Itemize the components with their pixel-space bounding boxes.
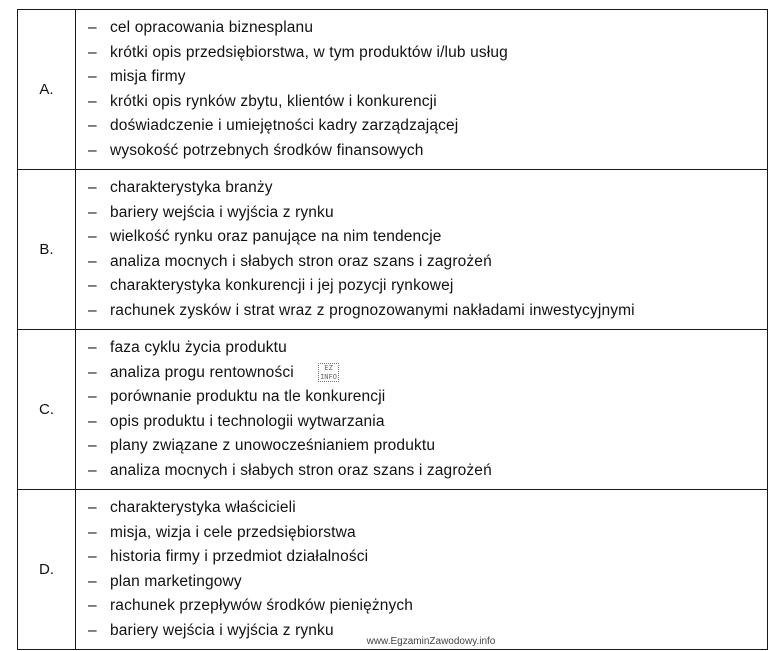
dash-bullet: – — [88, 43, 97, 61]
list-item — [88, 521, 767, 546]
dash-bullet: – — [88, 92, 97, 110]
dash-bullet: – — [88, 277, 97, 294]
option-item-list — [76, 170, 767, 329]
item-text: misja firmy — [110, 68, 186, 85]
dash-bullet: – — [88, 117, 97, 134]
list-item — [88, 459, 767, 484]
dash-bullet: – — [88, 339, 97, 356]
list-item — [88, 114, 767, 139]
item-text: plan marketingowy — [110, 572, 242, 590]
dash-bullet: – — [88, 228, 97, 245]
item-text: rachunek zysków i strat wraz z prognozowanymi nakładami inwestycyjnymi — [110, 301, 635, 319]
list-item — [88, 90, 767, 115]
dash-bullet: – — [88, 301, 97, 319]
dash-bullet: – — [88, 203, 97, 221]
item-text: bariery wejścia i wyjścia z rynku — [110, 203, 334, 221]
dash-bullet: – — [88, 179, 97, 196]
option-row-d — [18, 490, 768, 650]
option-row-a — [18, 10, 768, 170]
item-text: bariery wejścia i wyjścia z rynku — [110, 621, 334, 639]
option-item-list — [76, 330, 767, 489]
list-item — [88, 545, 767, 570]
dash-bullet: – — [88, 68, 97, 85]
list-item — [88, 41, 767, 66]
dash-bullet: – — [88, 572, 97, 590]
item-text: charakterystyka branży — [110, 179, 273, 196]
option-item-list — [76, 490, 767, 649]
item-text: wielkość rynku oraz panujące na nim tendencje — [110, 228, 442, 245]
item-text: krótki opis rynków zbytu, klientów i konkurencji — [110, 92, 437, 110]
list-item — [88, 139, 767, 164]
list-item — [88, 336, 767, 361]
qr-stamp-icon: EZ INFO — [318, 363, 339, 382]
list-item — [88, 594, 767, 619]
item-text: cel opracowania biznesplanu — [110, 19, 314, 36]
list-item — [88, 201, 767, 226]
dash-bullet: – — [88, 621, 97, 639]
item-text: opis produktu i technologii wytwarzania — [110, 412, 385, 430]
watermark: www.EgzaminZawodowy.info — [366, 636, 496, 647]
dash-bullet: – — [88, 523, 97, 541]
option-content — [76, 10, 768, 170]
item-text: charakterystyka konkurencji i jej pozycji rynkowej — [110, 277, 454, 294]
option-item-list — [76, 10, 767, 169]
dash-bullet: – — [88, 141, 97, 159]
item-text: analiza progu rentowności — [110, 363, 294, 381]
item-text: faza cyklu życia produktu — [110, 339, 287, 356]
list-item — [88, 299, 767, 324]
option-content — [76, 490, 768, 650]
dash-bullet: – — [88, 19, 97, 36]
list-item — [88, 16, 767, 41]
item-text: rachunek przepływów środków pieniężnych — [110, 597, 414, 614]
list-item — [88, 225, 767, 250]
option-content — [76, 170, 768, 330]
option-letter: A. — [18, 10, 76, 170]
list-item — [88, 274, 767, 299]
option-content — [76, 330, 768, 490]
dash-bullet: – — [88, 388, 97, 405]
option-row-b — [18, 170, 768, 330]
item-text: analiza mocnych i słabych stron oraz szans i zagrożeń — [110, 252, 492, 270]
item-text: porównanie produktu na tle konkurencji — [110, 388, 386, 405]
item-text: analiza mocnych i słabych stron oraz szans i zagrożeń — [110, 461, 492, 479]
item-text: historia firmy i przedmiot działalności — [110, 548, 369, 565]
answer-options-table — [17, 9, 768, 650]
list-item — [88, 570, 767, 595]
dash-bullet: – — [88, 499, 97, 516]
dash-bullet: – — [88, 597, 97, 614]
list-item — [88, 410, 767, 435]
list-item — [88, 385, 767, 410]
dash-bullet: – — [88, 548, 97, 565]
option-letter: D. — [18, 490, 76, 650]
dash-bullet: – — [88, 437, 97, 454]
list-item — [88, 496, 767, 521]
option-letter: B. — [18, 170, 76, 330]
list-item — [88, 361, 767, 386]
item-text: doświadczenie i umiejętności kadry zarządzającej — [110, 117, 459, 134]
item-text: charakterystyka właścicieli — [110, 499, 296, 516]
item-text: wysokość potrzebnych środków finansowych — [110, 141, 424, 159]
item-text: misja, wizja i cele przedsiębiorstwa — [110, 523, 356, 541]
dash-bullet: – — [88, 461, 97, 479]
item-text: plany związane z unowocześnianiem produktu — [110, 437, 436, 454]
list-item — [88, 250, 767, 275]
list-item — [88, 434, 767, 459]
list-item — [88, 176, 767, 201]
dash-bullet: – — [88, 363, 97, 381]
dash-bullet: – — [88, 412, 97, 430]
dash-bullet: – — [88, 252, 97, 270]
item-text: krótki opis przedsiębiorstwa, w tym produktów i/lub usług — [110, 43, 508, 61]
option-row-c — [18, 330, 768, 490]
option-letter: C. — [18, 330, 76, 490]
list-item — [88, 65, 767, 90]
